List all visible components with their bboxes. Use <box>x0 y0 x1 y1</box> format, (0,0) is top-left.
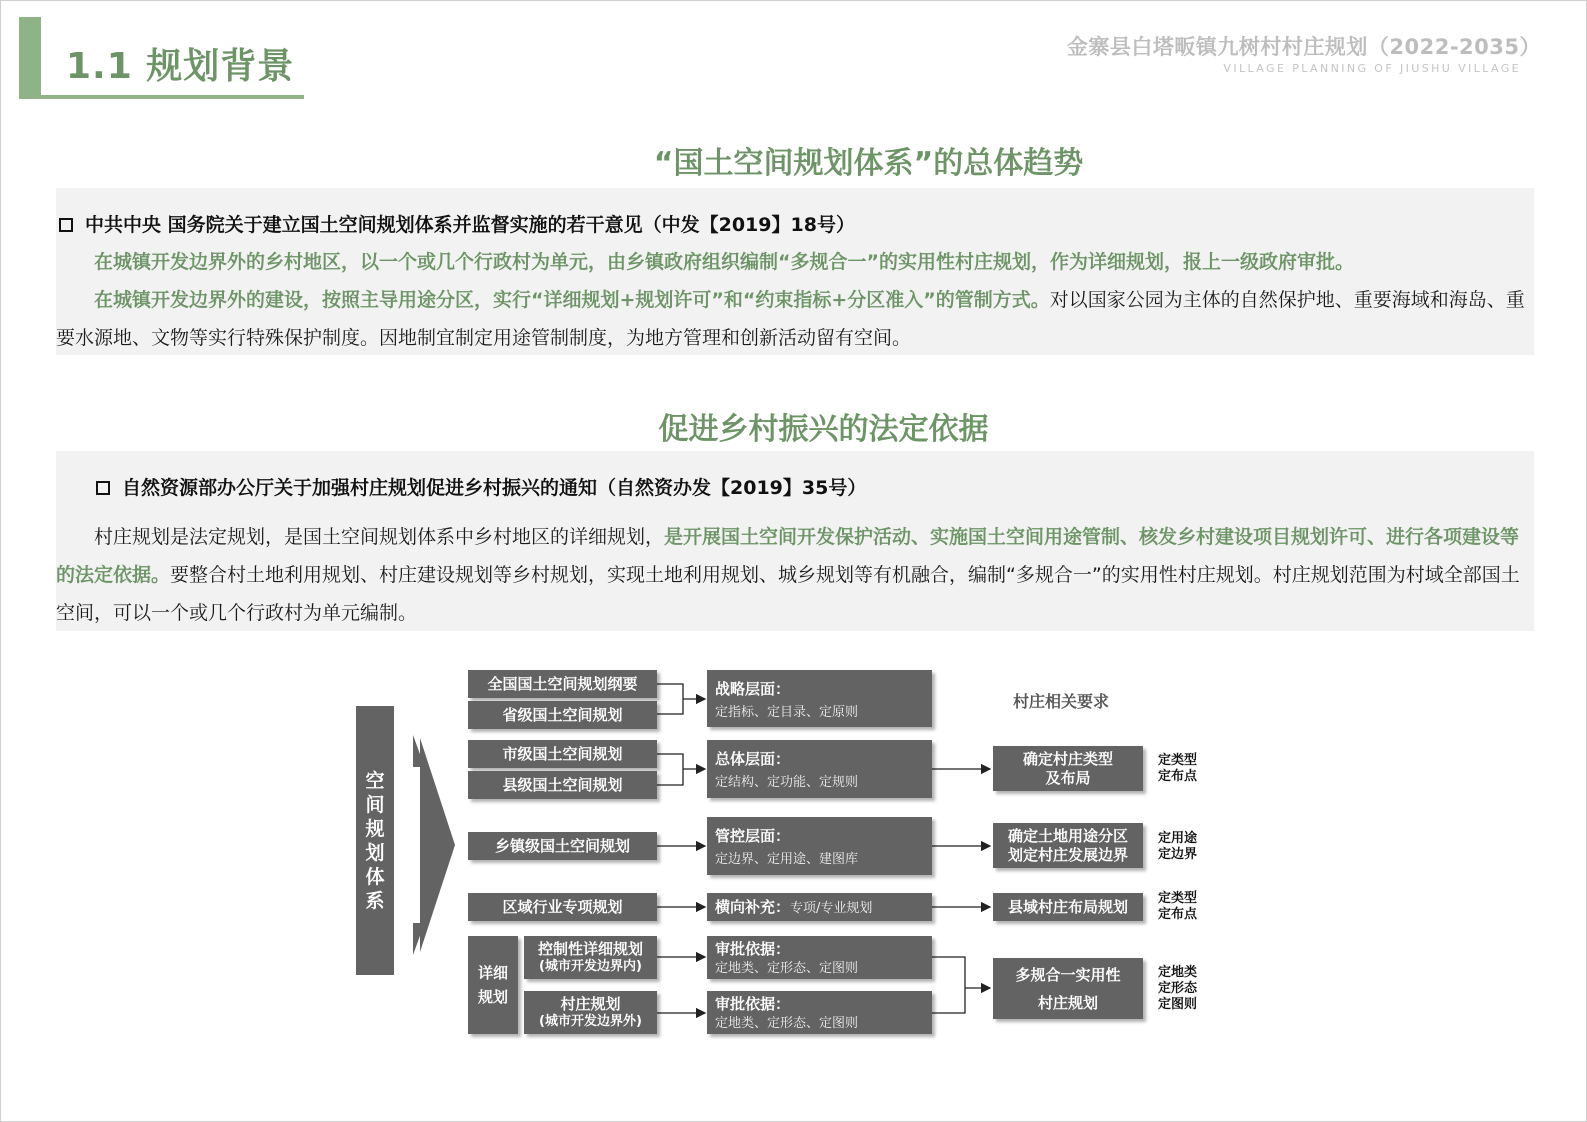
provincial-plan-box: 省级国土空间规划 <box>468 701 657 729</box>
approval-basis-box-2 <box>707 991 932 1034</box>
detailed-plan-box: 详细规划 <box>468 936 518 1034</box>
village-type-layout-line1: 确定村庄类型 <box>1022 749 1113 768</box>
township-plan-box: 乡镇级国土空间规划 <box>468 832 657 860</box>
city-plan-box: 市级国土空间规划 <box>468 740 657 768</box>
note-use-boundary <box>1158 831 1197 863</box>
spatial-planning-system-label <box>356 706 394 975</box>
section2-title: 促进乡村振兴的法定依据 <box>658 412 989 447</box>
vertical-char: 规 <box>365 817 385 840</box>
vertical-char: 体 <box>365 865 385 888</box>
vertical-char: 间 <box>365 793 385 816</box>
section1-bullet-text: 中共中央 国务院关于建立国土空间规划体系并监督实施的若干意见（中发【2019】18号） <box>85 214 855 236</box>
land-use-zoning-box <box>993 823 1143 868</box>
approval-basis-title: 审批依据： <box>715 940 791 958</box>
strategic-level-title: 战略层面： <box>715 680 791 698</box>
approval-basis-box-1 <box>707 936 932 979</box>
overall-level-box <box>707 740 932 798</box>
section1-para1-highlight: 在城镇开发边界外的乡村地区，以一个或几个行政村为单元，由乡镇政府组织编制“多规合一”的实用性村庄规划，作为详细规划，报上一级政府审批。 <box>94 251 1354 273</box>
vertical-char: 系 <box>365 889 385 912</box>
multi-plan-line1: 多规合一实用性 <box>1015 965 1121 984</box>
land-use-zoning-line1: 确定土地用途分区 <box>1007 826 1128 845</box>
control-level-title: 管控层面： <box>715 827 791 845</box>
land-use-zoning-line2: 划定村庄发展边界 <box>1007 845 1128 864</box>
approval-basis-desc: 定地类、定形态、定图则 <box>715 1016 859 1031</box>
vertical-char: 划 <box>365 841 385 864</box>
section1-panel <box>56 188 1534 355</box>
strategic-level-desc: 定指标、定目录、定原则 <box>715 705 859 720</box>
regulatory-detailed-plan-box <box>524 936 657 979</box>
village-type-layout-box <box>993 746 1143 791</box>
section-heading: 1.1 规划背景 <box>66 46 295 87</box>
note-line: 定图则 <box>1158 997 1198 1012</box>
village-requirements-heading: 村庄相关要求 <box>1013 692 1110 711</box>
section2-bullet <box>96 473 866 500</box>
strategic-level-box <box>707 670 932 727</box>
multi-plan-village-box <box>993 958 1143 1019</box>
approval-basis-desc: 定地类、定形态、定图则 <box>715 961 859 976</box>
approval-basis-title: 审批依据： <box>715 995 791 1013</box>
section1-paragraph1 <box>56 243 1534 281</box>
section2-bullet-text: 自然资源部办公厅关于加强村庄规划促进乡村振兴的通知（自然资办发【2019】35号） <box>122 477 867 499</box>
section2-paragraph <box>56 518 1534 632</box>
county-village-layout-box: 县域村庄布局规划 <box>993 893 1143 921</box>
section2-para-text1: 村庄规划是法定规划，是国土空间规划体系中乡村地区的详细规划， <box>94 526 665 548</box>
project-title: 金寨县白塔畈镇九树村村庄规划（2022-2035） <box>1066 35 1541 59</box>
national-plan-box: 全国国土空间规划纲要 <box>468 670 657 698</box>
section1-para2-text: 对以国家公园为主体的自然保护地、重要海域和海岛、重要水源地、文物等实行特殊保护制度。因地制宜制定用途管制制度，为地方管理和创新活动留有空间。 <box>56 289 1525 349</box>
bullet-square-icon <box>59 218 73 232</box>
section1-bullet <box>59 210 855 237</box>
village-plan-box <box>524 991 657 1034</box>
multi-plan-line2: 村庄规划 <box>1037 993 1098 1012</box>
note-type-layout <box>1158 753 1197 785</box>
note-line: 定用途 <box>1158 831 1198 846</box>
regulatory-plan-scope: (城市开发边界内) <box>539 958 642 974</box>
regulatory-plan-label: 控制性详细规划 <box>537 939 643 958</box>
note-line: 定形态 <box>1158 981 1198 996</box>
section1-title: “国土空间规划体系”的总体趋势 <box>653 146 1084 181</box>
section1-para2-highlight: 在城镇开发边界外的建设，按照主导用途分区，实行“详细规划+规划许可”和“约束指标+分区准入”的管制方式。 <box>94 289 1050 311</box>
village-plan-scope: (城市开发边界外) <box>539 1013 642 1029</box>
village-type-layout-line2: 及布局 <box>1045 768 1091 787</box>
note-line: 定布点 <box>1158 769 1198 784</box>
section2-para-highlight: 是开展国土空间开发保护活动、实施国土空间用途管制、核发乡村建设项目规划许可、进行各项建设等的法定依据。 <box>56 526 1520 586</box>
note-line: 定地类 <box>1158 965 1198 980</box>
control-level-desc: 定边界、定用途、建图库 <box>715 852 859 867</box>
overall-level-title: 总体层面： <box>715 750 791 768</box>
note-line: 定类型 <box>1158 753 1198 768</box>
section1-paragraph2 <box>56 281 1534 357</box>
note-line: 定布点 <box>1158 907 1198 922</box>
overall-level-desc: 定结构、定功能、定规则 <box>715 775 859 790</box>
sector-plan-box: 区域行业专项规划 <box>468 893 657 921</box>
header-accent-bar <box>19 17 41 99</box>
header-underline <box>19 95 304 99</box>
section2-para-text2: 要整合村土地利用规划、村庄建设规划等乡村规划，实现土地利用规划、城乡规划等有机融合，编制“多规合一”的实用性村庄规划。村庄规划范围为村域全部国土空间，可以一个或几个行政村为单元编制。 <box>56 564 1520 624</box>
note-line: 定类型 <box>1158 891 1198 906</box>
village-plan-label: 村庄规划 <box>560 994 621 1013</box>
vertical-char: 空 <box>365 769 385 792</box>
control-level-box <box>707 817 932 875</box>
note-county-layout <box>1158 891 1197 923</box>
horizontal-supplement-title: 横向补充： <box>715 898 791 916</box>
project-subtitle: VILLAGE PLANNING OF JIUSHU VILLAGE <box>1223 62 1521 75</box>
bullet-square-icon <box>96 481 110 495</box>
horizontal-supplement-box <box>707 893 932 921</box>
section2-panel <box>56 451 1534 631</box>
note-line: 定边界 <box>1158 847 1198 862</box>
note-multi-plan <box>1158 965 1197 1013</box>
horizontal-supplement-desc: 专项/专业规划 <box>790 901 873 916</box>
county-plan-box: 县级国土空间规划 <box>468 771 657 799</box>
